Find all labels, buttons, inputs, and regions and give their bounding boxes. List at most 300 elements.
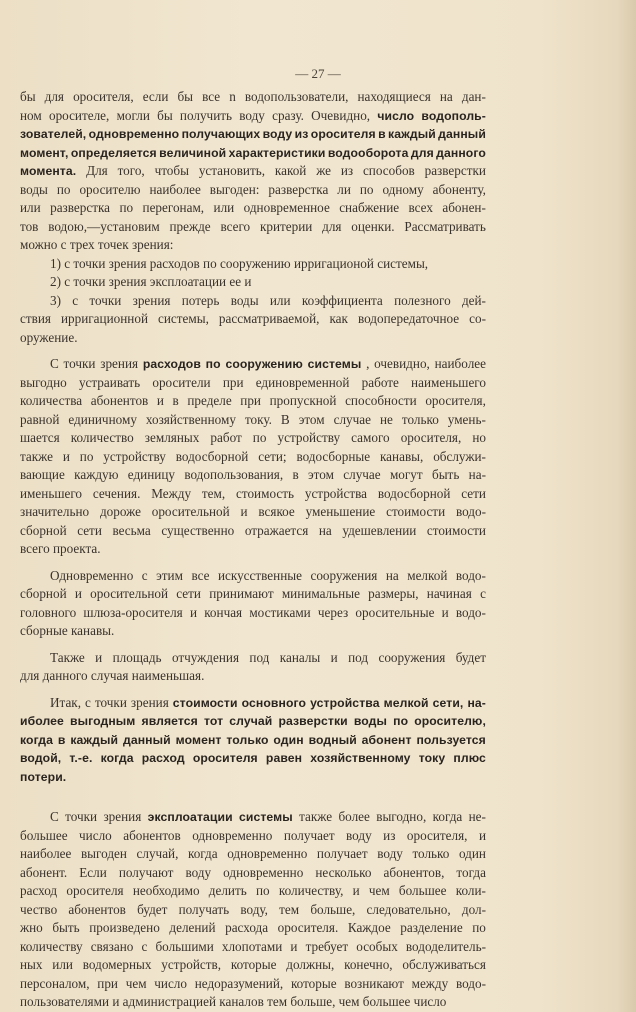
word: одновременное	[243, 200, 330, 215]
word: которые	[230, 957, 277, 972]
text-line	[20, 273, 486, 292]
word: под	[249, 649, 270, 665]
word: для	[44, 89, 64, 104]
word: абоненту,	[432, 181, 486, 197]
word: персоналом,	[20, 975, 90, 991]
bold-word: оросителя	[310, 127, 376, 141]
bold-word: получающих	[181, 127, 261, 141]
bold-word: эксплоатации	[147, 810, 233, 824]
word: устройств,	[161, 957, 222, 972]
word: Если	[79, 864, 107, 880]
word: значительно	[20, 504, 90, 519]
text-line	[20, 938, 486, 957]
word: вододелитель-	[405, 938, 486, 954]
word: связано	[90, 938, 134, 954]
text-line	[20, 808, 486, 827]
word: каналы	[279, 649, 321, 665]
word: прежде	[169, 218, 211, 234]
word: земляных	[144, 430, 200, 445]
page-number: — 27 —	[295, 66, 341, 81]
word: оросителя,	[406, 827, 468, 843]
text-line	[20, 292, 486, 311]
word: ствия	[20, 311, 51, 326]
word: расход	[20, 883, 58, 898]
word: наиболее	[20, 846, 72, 861]
word: находящиеся	[357, 89, 431, 104]
word: тем	[279, 901, 300, 917]
word: водо-	[455, 504, 486, 519]
bold-word: оросителя	[192, 751, 258, 765]
word: выгоден:	[209, 181, 260, 197]
text-line	[20, 827, 486, 846]
bold-word: разверстки	[278, 714, 348, 728]
word: системы,	[158, 311, 209, 326]
word: сборной	[20, 586, 67, 601]
word: устройству	[277, 430, 341, 445]
text-line	[20, 749, 486, 768]
word: по	[472, 920, 486, 935]
word: оросителя,	[425, 393, 486, 408]
bold-word: является	[141, 714, 198, 728]
word: С	[50, 356, 59, 371]
word: по	[119, 200, 134, 215]
bold-word: стоимости	[172, 695, 238, 710]
text-span: пользователями и администрацией каналов тем больше, чем большее число	[20, 994, 447, 1009]
word: с	[72, 292, 79, 308]
bold-word: току	[418, 751, 446, 765]
word: точки	[63, 356, 96, 371]
word: с	[85, 694, 91, 710]
word: будет	[137, 901, 168, 917]
word: или	[269, 292, 291, 308]
word: водомерных	[82, 957, 152, 972]
word: абонентов	[123, 827, 181, 843]
word: ных	[20, 957, 43, 972]
word: шается	[20, 430, 60, 445]
bold-word: число	[377, 108, 415, 123]
text-line	[20, 845, 486, 864]
word: зрения	[100, 356, 139, 371]
word: и	[441, 604, 449, 620]
word: сети	[77, 522, 102, 538]
word: оценки.	[351, 218, 395, 234]
word: случае	[333, 411, 371, 427]
word: оросительные	[355, 604, 435, 620]
bold-word: выгодным	[69, 714, 136, 728]
word: недоразумений,	[194, 975, 284, 991]
word: возникают	[344, 975, 404, 991]
word: бы	[177, 89, 194, 104]
word: все	[202, 89, 221, 104]
bold-word: каждый	[70, 732, 119, 747]
bold-word: расходов	[142, 357, 201, 371]
word: единовременной	[255, 374, 350, 390]
word: работ	[210, 430, 242, 445]
word: точки	[65, 809, 98, 824]
bold-word: т.-е.	[69, 751, 93, 765]
word: разверстка	[268, 181, 329, 197]
word: критерии	[259, 218, 313, 234]
word: обслужи-	[433, 448, 486, 464]
word: количеству,	[278, 883, 344, 898]
text-line	[20, 485, 486, 504]
word: этом	[308, 467, 334, 482]
bold-word: тот	[203, 714, 224, 728]
word: единичному	[68, 411, 137, 427]
word: и	[74, 586, 82, 601]
word: одному	[382, 181, 424, 197]
text-line	[20, 218, 486, 237]
word: и	[290, 938, 298, 954]
text-line	[20, 901, 486, 920]
bold-word: когда	[20, 732, 54, 747]
word: стоимость	[236, 485, 294, 501]
text-line	[20, 919, 486, 938]
word: по	[255, 883, 270, 898]
word: мелкой	[407, 567, 448, 583]
text-line	[20, 199, 486, 218]
text-line	[20, 712, 486, 731]
word: требует	[305, 938, 349, 954]
bold-word: водный	[308, 732, 357, 747]
word: и	[330, 649, 338, 665]
word: С	[50, 809, 59, 824]
bold-word: в	[57, 732, 66, 747]
bold-word: воды	[353, 714, 388, 728]
word: принимают	[209, 586, 274, 601]
word: устройству	[103, 448, 166, 464]
word: оросительной	[90, 586, 169, 601]
word: или	[20, 200, 41, 215]
bold-word: сети,	[432, 695, 464, 710]
word: оросительной	[151, 504, 230, 519]
word: водою,—установим	[48, 218, 160, 234]
word: оросители	[152, 374, 211, 390]
word: зрения	[103, 809, 142, 824]
text-line	[20, 355, 486, 374]
bold-word: по	[393, 714, 409, 728]
word: расхода	[225, 920, 269, 935]
word: искусственные	[217, 567, 302, 583]
word: и	[189, 604, 197, 620]
text-line	[20, 604, 486, 623]
word: устраивать	[78, 374, 141, 390]
word: которые	[290, 975, 337, 991]
word: будет	[455, 649, 486, 665]
bold-word: величиной	[159, 145, 227, 160]
word: установить,	[198, 163, 266, 178]
word: и	[95, 649, 103, 665]
word: начиная	[426, 586, 472, 601]
bold-word: данного	[436, 145, 486, 160]
word: количество	[70, 430, 134, 445]
bold-word: когда	[100, 751, 134, 765]
word: тогда	[456, 864, 486, 880]
word: и	[240, 504, 248, 519]
word: должны,	[286, 957, 335, 972]
bold-word: один	[273, 732, 304, 747]
word: того,	[117, 163, 145, 178]
word: большее	[20, 827, 68, 843]
word: наиболее	[149, 181, 201, 197]
word: абонент.	[20, 864, 68, 880]
text-line	[20, 956, 486, 975]
bold-word: системы	[307, 357, 362, 371]
word: всего	[220, 218, 251, 234]
word: на	[439, 89, 453, 104]
word: Рассматривать	[404, 218, 486, 234]
word: зрения	[130, 694, 169, 710]
text-line	[20, 585, 486, 604]
word: коли-	[455, 883, 486, 898]
word: какой	[274, 163, 307, 178]
word: n	[229, 89, 236, 104]
word: дей-	[461, 292, 486, 308]
word: обслуживаться	[402, 957, 486, 972]
word: на-	[468, 467, 486, 482]
text-line	[20, 374, 486, 393]
word: бы	[157, 107, 173, 123]
word: также	[299, 809, 333, 824]
word: Для	[86, 163, 108, 178]
word: воды	[230, 292, 259, 308]
text-line	[20, 567, 486, 586]
word: сооружения	[378, 649, 446, 665]
text-line	[20, 448, 486, 467]
word: все	[191, 567, 210, 583]
word: бы	[20, 89, 36, 104]
word: только	[401, 411, 439, 427]
bold-word: из	[294, 127, 309, 141]
word: хозяйственному	[145, 411, 236, 427]
word: одновременно	[192, 827, 273, 843]
word: потерь	[181, 292, 220, 308]
word: и	[478, 827, 486, 843]
bold-word: характеристики	[228, 145, 326, 160]
word: пределе	[187, 393, 232, 408]
word: и	[156, 393, 164, 408]
bold-word: водооборота	[327, 145, 409, 160]
word: с	[141, 938, 148, 954]
word: сети;	[258, 448, 287, 464]
word: по	[359, 181, 374, 197]
word: не-	[468, 809, 486, 824]
word: и	[352, 883, 360, 898]
word: отчуждения	[171, 649, 240, 665]
word: вающие	[20, 467, 65, 482]
word: выгодно	[20, 374, 67, 390]
word: получает	[283, 827, 335, 843]
bold-word: в	[378, 127, 386, 141]
word: делить	[208, 883, 247, 898]
bold-word: одновременно	[88, 127, 180, 141]
word: водосборной	[377, 485, 451, 501]
body-text	[20, 88, 486, 1012]
word: случае	[343, 467, 381, 482]
word: водосборной	[175, 448, 249, 464]
bold-word: на-	[467, 695, 486, 710]
word: пропускной	[269, 393, 337, 408]
bold-word: водополь-	[421, 108, 486, 123]
text-line	[20, 522, 486, 541]
text-span: 1) с точки зрения расходов по сооружению ирригационой системы,	[50, 255, 429, 271]
word: канавы,	[379, 448, 424, 464]
word: зрения	[132, 292, 171, 308]
word: стоимости	[426, 522, 486, 538]
word: через	[317, 604, 349, 620]
word: Очевидно,	[311, 107, 371, 123]
word: чем	[125, 975, 147, 991]
bold-word: хозяйственному	[310, 751, 411, 765]
word: способности	[345, 393, 417, 408]
bold-word: оросителю,	[414, 714, 486, 728]
word: по	[56, 181, 71, 197]
bold-word: только	[226, 732, 269, 747]
word: произведено	[89, 920, 160, 935]
word: по	[252, 430, 267, 445]
bold-word: каждый	[388, 127, 436, 141]
word: сразу.	[272, 107, 304, 123]
word: и	[62, 448, 70, 464]
word: разделение	[400, 920, 463, 935]
word: абонен-	[442, 200, 486, 215]
word: более	[338, 809, 370, 824]
word: воду	[185, 864, 212, 880]
word: на	[385, 567, 399, 583]
word: хлопотами	[221, 938, 283, 954]
word: как	[329, 311, 348, 326]
word: работе	[361, 374, 399, 390]
word: один	[458, 846, 486, 861]
bold-word: для	[410, 145, 434, 160]
bold-word: расход	[141, 751, 185, 765]
text-span: оружение.	[20, 329, 78, 345]
word: между	[411, 975, 449, 991]
word: воду	[346, 827, 372, 843]
word: оросителя,	[73, 89, 134, 104]
word: единицу	[127, 467, 175, 482]
bold-word: плюс	[453, 751, 486, 765]
word: всякое	[258, 504, 295, 519]
word: устройства	[304, 485, 367, 501]
word: водопользования,	[184, 467, 284, 482]
word: оросителе,	[48, 107, 110, 123]
bold-word: иболее	[20, 714, 64, 728]
word: получает	[316, 846, 368, 861]
bold-word: абонент	[361, 732, 412, 747]
word: абонентов,	[383, 864, 445, 880]
word: сечения.	[92, 485, 141, 501]
word: мостиками	[249, 604, 311, 620]
word: водо-	[455, 604, 486, 620]
word: этом	[298, 411, 325, 427]
word: из	[340, 163, 354, 178]
bold-word: равен	[265, 751, 303, 765]
word: но	[472, 430, 486, 445]
word: из	[383, 827, 396, 843]
word: число	[154, 975, 187, 991]
word: могли	[116, 107, 150, 123]
word: ли	[337, 181, 351, 197]
text-line	[20, 107, 486, 126]
word: чество	[20, 901, 58, 917]
text-line	[20, 882, 486, 901]
bold-word: основного	[241, 695, 307, 710]
word: чтобы	[154, 163, 189, 178]
bold-word: случай	[229, 714, 273, 728]
text-span: 2) с точки зрения эксплоатации ее и	[50, 274, 252, 289]
word: полезного	[394, 292, 451, 308]
word: ном	[20, 107, 42, 123]
text-line	[20, 694, 486, 713]
text-line	[20, 993, 486, 1012]
word: весьма	[112, 522, 151, 538]
text-span: всего проекта.	[20, 541, 101, 556]
word: оросителя	[66, 883, 124, 898]
word: именьшего	[20, 485, 83, 501]
word: рассматриваемой,	[218, 311, 320, 326]
text-line	[20, 864, 486, 883]
word: уменьшение	[305, 504, 376, 519]
word: получить	[179, 107, 233, 123]
word: могут	[389, 467, 423, 482]
word: количеству	[20, 938, 83, 954]
word: головного	[20, 604, 77, 620]
word: быть	[52, 920, 80, 935]
word: Одновременно	[50, 567, 134, 583]
word: необходимо	[132, 883, 200, 898]
word: Также	[50, 649, 85, 665]
word: или	[52, 957, 73, 972]
text-line	[20, 975, 486, 994]
word: когда	[187, 846, 218, 861]
word: большими	[155, 938, 214, 954]
word: всех	[408, 200, 433, 215]
bold-word: мелкой	[383, 695, 429, 710]
word: оросителя.	[277, 920, 339, 935]
word: стоимости	[386, 504, 446, 519]
bold-word: определяется	[70, 145, 157, 160]
text-line	[20, 411, 486, 430]
bold-word: по	[205, 357, 221, 371]
word: ,	[366, 356, 370, 371]
word: несколько	[315, 864, 372, 880]
word: получать	[178, 901, 230, 917]
word: водопользователи,	[244, 89, 349, 104]
word: сети	[461, 485, 486, 501]
text-line	[20, 429, 486, 448]
word: же	[316, 163, 331, 178]
text-line	[20, 310, 486, 329]
word: водо-	[455, 567, 486, 583]
text-line	[20, 125, 486, 144]
text-line	[20, 144, 486, 163]
word: Между	[151, 485, 192, 501]
word: для	[322, 218, 342, 234]
word: существенно	[161, 522, 235, 538]
word: кончая	[204, 604, 243, 620]
word: разверстка	[50, 200, 111, 215]
text-line	[20, 667, 486, 686]
word: оросителю	[79, 181, 141, 197]
bold-word: пользуется	[416, 732, 486, 747]
word: больше,	[310, 901, 356, 917]
bold-text: потери.	[20, 769, 67, 784]
word: в	[292, 467, 299, 482]
word: снабжение	[339, 200, 400, 215]
word: дороже	[99, 504, 141, 519]
word: число	[79, 827, 112, 843]
